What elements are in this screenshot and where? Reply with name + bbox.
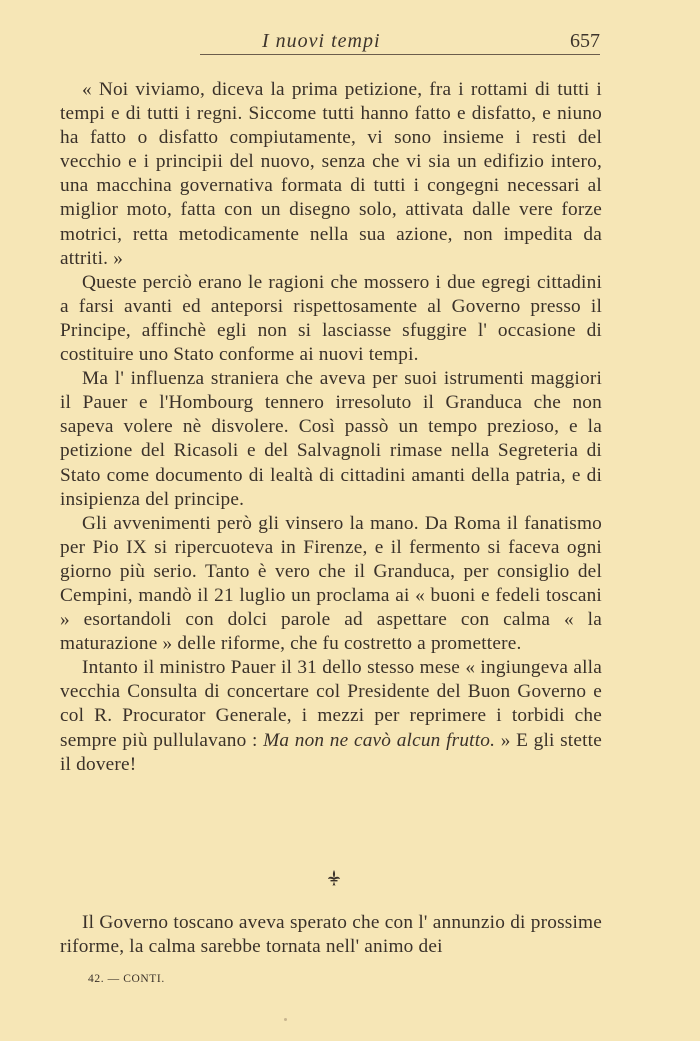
continuation-text (60, 911, 602, 959)
paragraph: Gli avvenimenti però gli vinsero la mano. Da Roma il fanatismo per Pio IX si ripercuoteva in Firenze, e il fermento si faceva ogni giorno più serio. Tanto è vero che il Granduca, per consiglio del Cempini, mandò il 21 luglio un proclama ai « buoni e fedeli toscani » esortandoli con dolci parole ad aspettare con calma « la maturazione » delle riforme, che fu costretto a promettere. (60, 512, 602, 655)
fleur-de-lis-icon (324, 868, 344, 888)
paragraph: Queste perciò erano le ragioni che mossero i due egregi cittadini a farsi avanti ed anteporsi rispettosamente al Governo presso il Principe, affinchè egli non si lasciasse sfuggire l' occasione di costituire uno Stato conforme ai nuovi tempi. (60, 271, 602, 366)
paragraph-text: » E gli stette il dovere! (60, 729, 602, 775)
italic-quote: Ma non ne cavò alcun frutto. (263, 729, 496, 751)
running-header (200, 30, 600, 55)
paragraph: Il Governo toscano aveva sperato che con l' annunzio di prossime riforme, la calma sarebbe tornata nell' animo dei (60, 912, 602, 958)
paragraph: Ma l' influenza straniera che aveva per suoi istrumenti maggiori il Pauer e l'Hombourg tennero irresoluto il Granduca che non sapeva volere nè disvolere. Così passò un tempo prezioso, e la petizione del Ricasoli e del Salvagnoli rimase nella Segreteria di Stato come documento di lealtà di cittadini amanti della patria, e di insipienza del principe. (60, 368, 602, 510)
paper-speck (284, 1018, 287, 1021)
page-number: 657 (570, 30, 600, 52)
main-text (60, 78, 602, 777)
running-title: I nuovi tempi (262, 30, 381, 52)
paragraph (60, 656, 602, 776)
printer-signature: 42. — CONTI. (88, 973, 165, 985)
paragraph: « Noi viviamo, diceva la prima petizione, fra i rottami di tutti i tempi e di tutti i regni. Siccome tutti hanno fatto e disfatto, e niuno ha fatto o disfatto compiutamente, vi sono insieme i resti del vecchio e i principii del nuovo, senza che vi sia un edifizio intero, una macchina governativa formata di tutti i congegni necessari al miglior moto, fatta con un disegno solo, attivata dalle vere forze motrici, retta metodicamente nella sua azione, non impedita da attriti. » (60, 79, 602, 269)
paragraph-text: Intanto il ministro Pauer il 31 dello stesso mese « ingiungeva alla vecchia Consulta di concertare col Presidente del Buon Governo e col R. Procurator Generale, i mezzi per reprimere i torbidi che sempre più pullulavano : (60, 657, 602, 751)
